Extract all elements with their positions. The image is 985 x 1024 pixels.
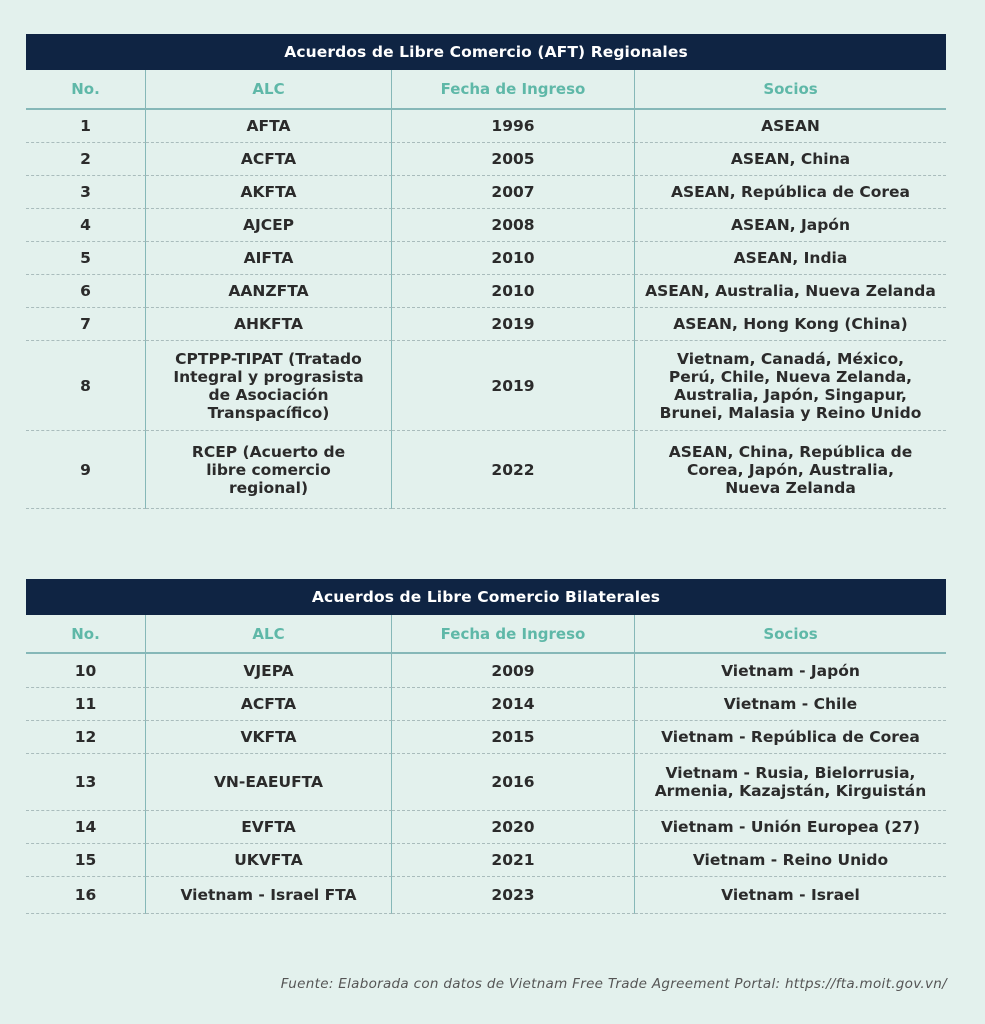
cell-socios: ASEAN, Australia, Nueva Zelanda <box>635 275 946 308</box>
cell-no: 15 <box>26 844 146 877</box>
cell-no: 13 <box>26 754 146 811</box>
cell-socios: Vietnam - Israel <box>635 877 946 914</box>
cell-no: 3 <box>26 176 146 209</box>
cell-no: 5 <box>26 242 146 275</box>
cell-no: 2 <box>26 143 146 176</box>
cell-fecha: 2019 <box>392 308 635 341</box>
cell-socios: ASEAN, República de Corea <box>635 176 946 209</box>
cell-alc: UKVFTA <box>146 844 392 877</box>
cell-socios: ASEAN, India <box>635 242 946 275</box>
cell-fecha: 2016 <box>392 754 635 811</box>
header-fecha: Fecha de Ingreso <box>392 70 635 110</box>
cell-no: 7 <box>26 308 146 341</box>
bilateral-fta-table <box>26 579 946 914</box>
cell-fecha: 2020 <box>392 811 635 844</box>
source-note: Fuente: Elaborada con datos de Vietnam Free Trade Agreement Portal: https://fta.moit.gov.vn/ <box>280 976 947 992</box>
header-alc: ALC <box>146 70 392 110</box>
cell-alc: AIFTA <box>146 242 392 275</box>
header-fecha: Fecha de Ingreso <box>392 615 635 654</box>
cell-fecha: 2023 <box>392 877 635 914</box>
regional-table-title: Acuerdos de Libre Comercio (AFT) Regionales <box>26 34 946 70</box>
cell-fecha: 2019 <box>392 341 635 431</box>
cell-socios: Vietnam - República de Corea <box>635 721 946 754</box>
cell-no: 16 <box>26 877 146 914</box>
cell-no: 4 <box>26 209 146 242</box>
cell-alc: AKFTA <box>146 176 392 209</box>
cell-socios: Vietnam - Reino Unido <box>635 844 946 877</box>
cell-fecha: 2010 <box>392 242 635 275</box>
cell-socios: ASEAN, China, República de Corea, Japón, Australia, Nueva Zelanda <box>635 431 946 509</box>
cell-no: 8 <box>26 341 146 431</box>
cell-socios: ASEAN, Japón <box>635 209 946 242</box>
header-alc: ALC <box>146 615 392 654</box>
cell-alc: AANZFTA <box>146 275 392 308</box>
cell-alc: VKFTA <box>146 721 392 754</box>
cell-no: 6 <box>26 275 146 308</box>
cell-socios: ASEAN <box>635 110 946 143</box>
cell-socios: Vietnam, Canadá, México, Perú, Chile, Nueva Zelanda, Australia, Japón, Singapur, Brunei, Malasia y Reino Unido <box>635 341 946 431</box>
cell-fecha: 2021 <box>392 844 635 877</box>
cell-socios: ASEAN, China <box>635 143 946 176</box>
cell-socios: Vietnam - Japón <box>635 654 946 688</box>
cell-fecha: 2008 <box>392 209 635 242</box>
cell-fecha: 2007 <box>392 176 635 209</box>
cell-no: 10 <box>26 654 146 688</box>
header-socios: Socios <box>635 70 946 110</box>
cell-alc: AFTA <box>146 110 392 143</box>
cell-fecha: 1996 <box>392 110 635 143</box>
cell-fecha: 2022 <box>392 431 635 509</box>
cell-fecha: 2005 <box>392 143 635 176</box>
cell-socios: Vietnam - Rusia, Bielorrusia, Armenia, Kazajstán, Kirguistán <box>635 754 946 811</box>
cell-no: 9 <box>26 431 146 509</box>
regional-fta-table <box>26 34 946 509</box>
cell-alc: RCEP (Acuerto de libre comercio regional) <box>146 431 392 509</box>
cell-fecha: 2009 <box>392 654 635 688</box>
cell-alc: VJEPA <box>146 654 392 688</box>
cell-alc: EVFTA <box>146 811 392 844</box>
header-no: No. <box>26 70 146 110</box>
header-socios: Socios <box>635 615 946 654</box>
cell-alc: ACFTA <box>146 143 392 176</box>
regional-grid <box>26 70 946 509</box>
cell-socios: Vietnam - Chile <box>635 688 946 721</box>
cell-fecha: 2014 <box>392 688 635 721</box>
cell-socios: Vietnam - Unión Europea (27) <box>635 811 946 844</box>
cell-alc: VN-EAEUFTA <box>146 754 392 811</box>
header-no: No. <box>26 615 146 654</box>
cell-alc: AJCEP <box>146 209 392 242</box>
cell-alc: ACFTA <box>146 688 392 721</box>
cell-socios: ASEAN, Hong Kong (China) <box>635 308 946 341</box>
cell-alc: CPTPP-TIPAT (Tratado Integral y prograsista de Asociación Transpacífico) <box>146 341 392 431</box>
bilateral-grid <box>26 615 946 914</box>
cell-no: 12 <box>26 721 146 754</box>
bilateral-table-title: Acuerdos de Libre Comercio Bilaterales <box>26 579 946 615</box>
cell-no: 14 <box>26 811 146 844</box>
cell-alc: AHKFTA <box>146 308 392 341</box>
cell-no: 1 <box>26 110 146 143</box>
cell-alc: Vietnam - Israel FTA <box>146 877 392 914</box>
cell-no: 11 <box>26 688 146 721</box>
cell-fecha: 2010 <box>392 275 635 308</box>
cell-fecha: 2015 <box>392 721 635 754</box>
